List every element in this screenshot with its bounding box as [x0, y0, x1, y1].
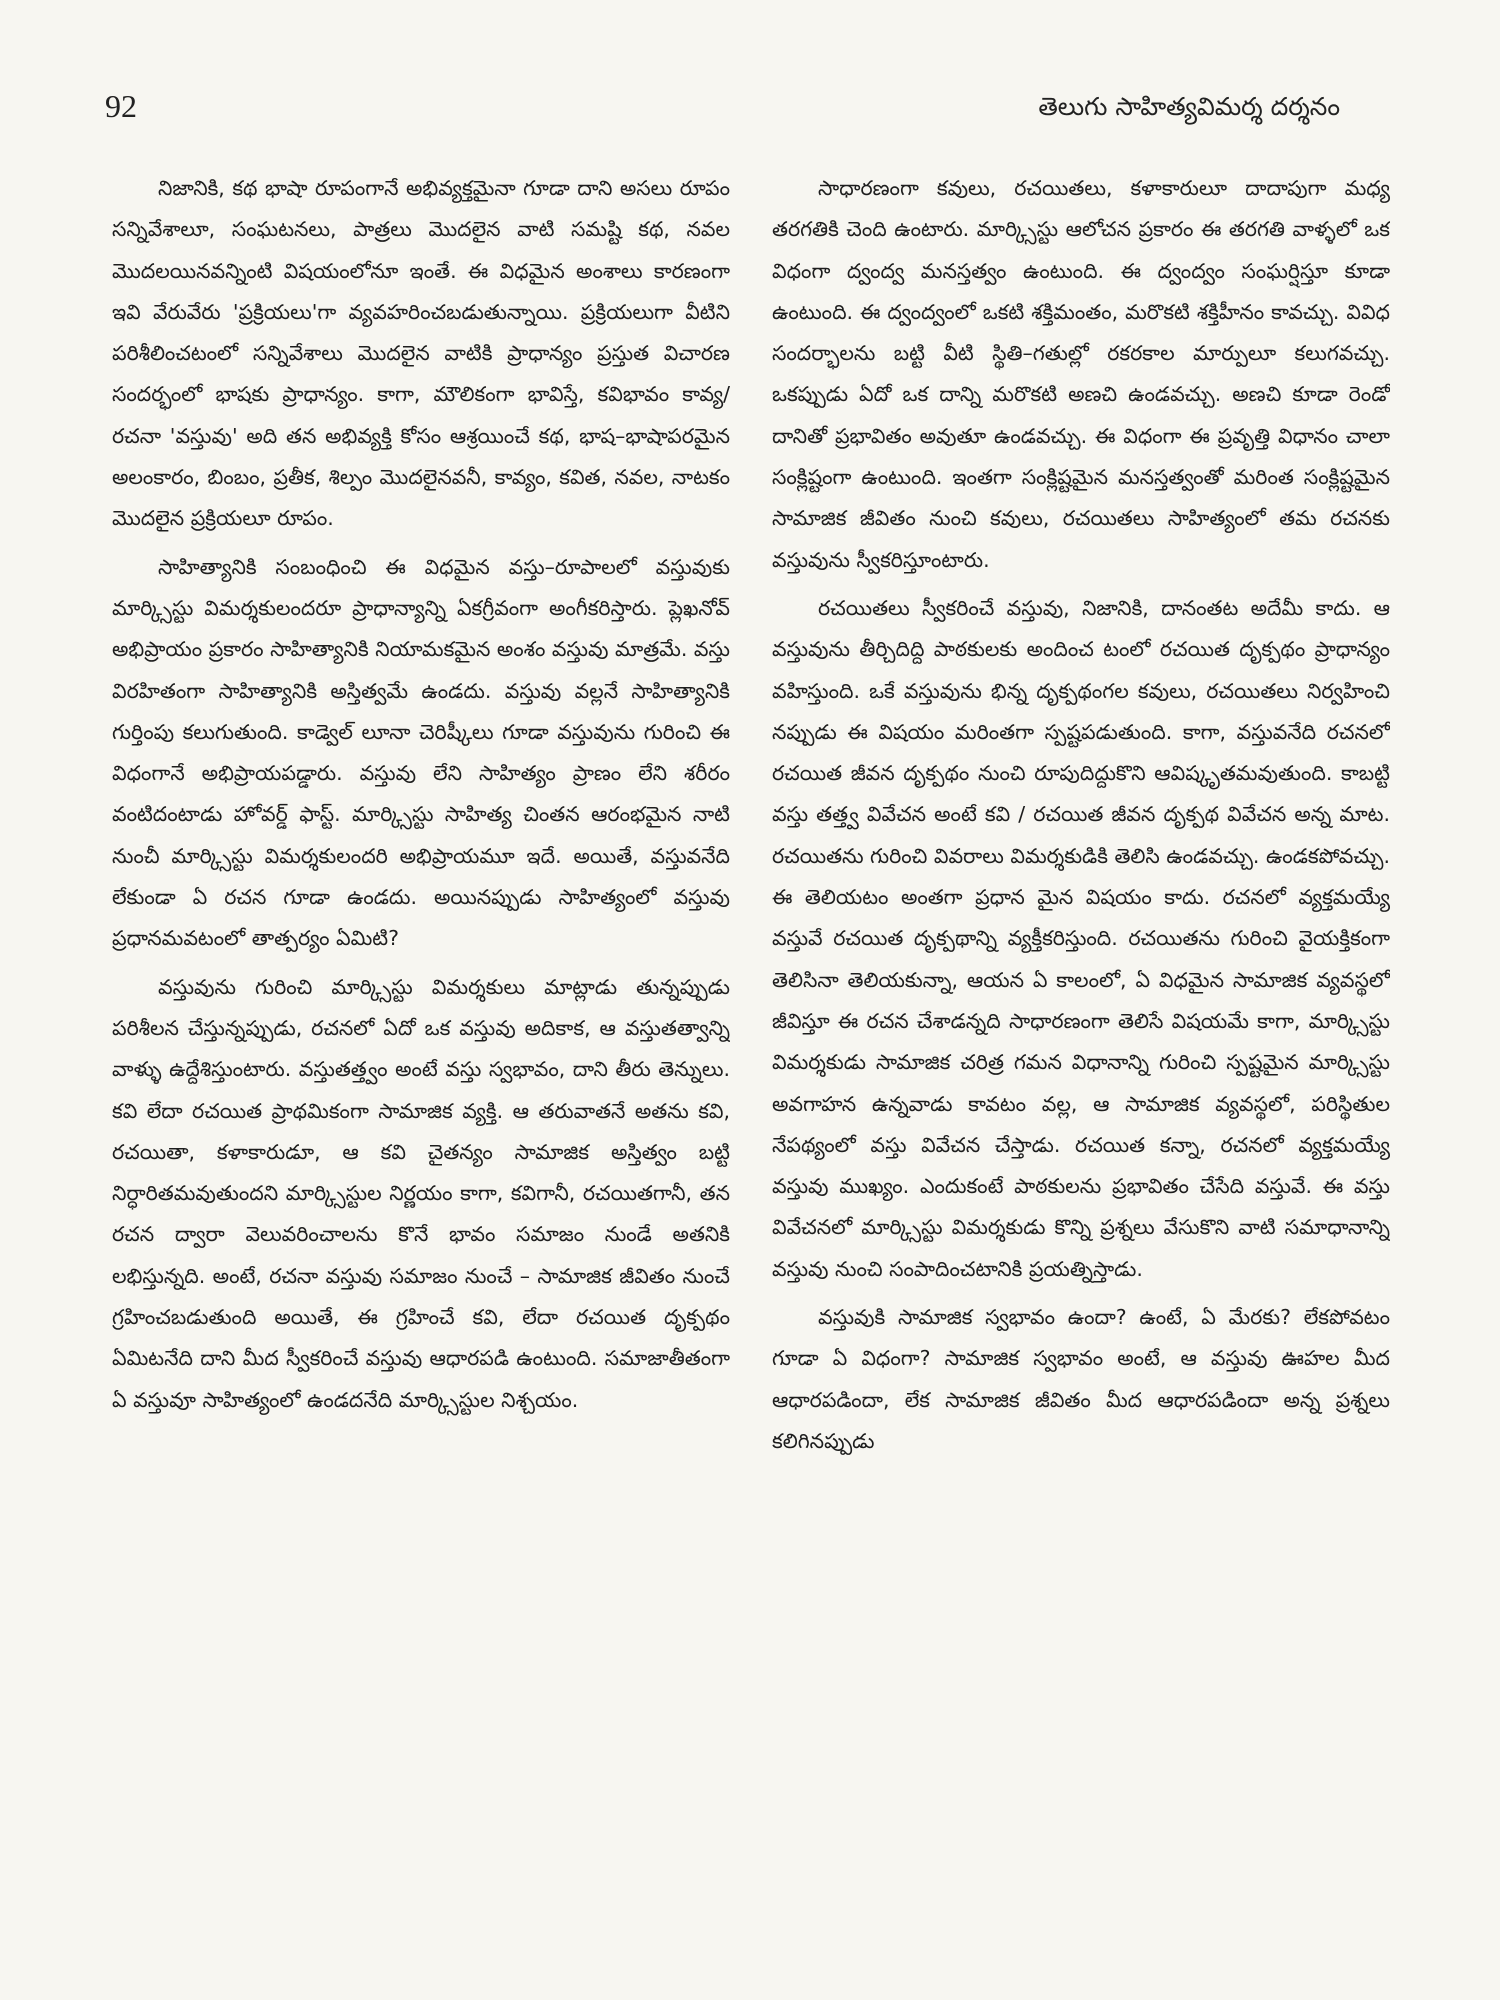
page-number: 92 [105, 88, 137, 124]
right-column [772, 168, 1390, 1968]
paragraph: సాధారణంగా కవులు, రచయితలు, కళాకారులూ దాదాపుగా మధ్య తరగతికి చెంది ఉంటారు. మార్క్సిస్టు ఆలోచన ప్రకారం ఈ తరగతి వాళ్ళలో ఒక విధంగా ద్వంద్వ మనస్తత్వం ఉంటుంది. ఈ ద్వంద్వం సంఘర్షిస్తూ కూడా ఉంటుంది. ఈ ద్వంద్వంలో ఒకటి శక్తిమంతం, మరొకటి శక్తిహీనం కావచ్చు. వివిధ సందర్భాలను బట్టి వీటి స్థితి–గతుల్లో రకరకాల మార్పులూ కలుగవచ్చు. ఒకప్పుడు ఏదో ఒక దాన్ని మరొకటి అణచి ఉండవచ్చు. అణచి కూడా రెండో దానితో ప్రభావితం అవుతూ ఉండవచ్చు. ఈ విధంగా ఈ ప్రవృత్తి విధానం చాలా సంక్లిష్టంగా ఉంటుంది. ఇంతగా సంక్లిష్టమైన మనస్తత్వంతో మరింత సంక్లిష్టమైన సామాజిక జీవితం నుంచి కవులు, రచయితలు సాహిత్యంలో తమ రచనకు వస్తువును స్వీకరిస్తూంటారు. [772, 176, 1390, 572]
left-column [112, 168, 730, 1968]
paragraph: వస్తువును గురించి మార్క్సిస్టు విమర్శకులు మాట్లాడు తున్నప్పుడు పరిశీలన చేస్తున్నప్పుడు, రచనలో ఏదో ఒక వస్తువు అదికాక, ఆ వస్తుతత్వాన్ని వాళ్ళు ఉద్దేశిస్తుంటారు. వస్తుతత్త్వం అంటే వస్తు స్వభావం, దాని తీరు తెన్నులు. కవి లేదా రచయిత ప్రాథమికంగా సామాజిక వ్యక్తి. ఆ తరువాతనే అతను కవి, రచయితా, కళాకారుడూ, ఆ కవి చైతన్యం సామాజిక అస్తిత్వం బట్టి నిర్ధారితమవుతుందని మార్క్సిస్టుల నిర్ణయం కాగా, కవిగానీ, రచయితగానీ, తన రచన ద్వారా వెలువరించాలను కొనే భావం సమాజం నుండే అతనికి లభిస్తున్నది. అంటే, రచనా వస్తువు సమాజం నుంచే – సామాజిక జీవితం నుంచే గ్రహించబడుతుంది అయితే, ఈ గ్రహించే కవి, లేదా రచయిత దృక్పథం ఏమిటనేది దాని మీద స్వీకరించే వస్తువు ఆధారపడి ఉంటుంది. సమాజాతీతంగా ఏ వస్తువూ సాహిత్యంలో ఉండదనేది మార్క్సిస్టుల నిశ్చయం. [112, 974, 730, 1412]
paragraph: రచయితలు స్వీకరించే వస్తువు, నిజానికి, దానంతట అదేమీ కాదు. ఆ వస్తువును తీర్చిదిద్ది పాఠకులకు అందించ టంలో రచయిత దృక్పథం ప్రాధాన్యం వహిస్తుంది. ఒకే వస్తువును భిన్న దృక్పథంగల కవులు, రచయితలు నిర్వహించి నప్పుడు ఈ విషయం మరింతగా స్పష్టపడుతుంది. కాగా, వస్తువనేది రచనలో రచయిత జీవన దృక్పథం నుంచి రూపుదిద్దుకొని ఆవిష్కృతమవుతుంది. కాబట్టి వస్తు తత్త్వ వివేచన అంటే కవి / రచయిత జీవన దృక్పథ వివేచన అన్న మాట. రచయితను గురించి వివరాలు విమర్శకుడికి తెలిసి ఉండవచ్చు. ఉండకపోవచ్చు. ఈ తెలియటం అంతగా ప్రధాన మైన విషయం కాదు. రచనలో వ్యక్తమయ్యే వస్తువే రచయిత దృక్పథాన్ని వ్యక్తీకరిస్తుంది. రచయితను గురించి వైయక్తికంగా తెలిసినా తెలియకున్నా, ఆయన ఏ కాలంలో, ఏ విధమైన సామాజిక వ్యవస్థలో జీవిస్తూ ఈ రచన చేశాడన్నది సాధారణంగా తెలిసే విషయమే కాగా, మార్క్సిస్టు విమర్శకుడు సామాజిక చరిత్ర గమన విధానాన్ని గురించి స్పష్టమైన మార్క్సిస్టు అవగాహన ఉన్నవాడు కావటం వల్ల, ఆ సామాజిక వ్యవస్థలో, పరిస్థితుల నేపథ్యంలో వస్తు వివేచన చేస్తాడు. రచయిత కన్నా, రచనలో వ్యక్తమయ్యే వస్తువు ముఖ్యం. ఎందుకంటే పాఠకులను ప్రభావితం చేసేది వస్తువే. ఈ వస్తు వివేచనలో మార్క్సిస్టు విమర్శకుడు కొన్ని ప్రశ్నలు వేసుకొని వాటి సమాధానాన్ని వస్తువు నుంచి సంపాదించటానికి ప్రయత్నిస్తాడు. [772, 595, 1390, 1281]
paragraph: వస్తువుకి సామాజిక స్వభావం ఉందా? ఉంటే, ఏ మేరకు? లేకపోవటం గూడా ఏ విధంగా? సామాజిక స్వభావం అంటే, ఆ వస్తువు ఊహల మీద ఆధారపడిందా, లేక సామాజిక జీవితం మీద ఆధారపడిందా అన్న ప్రశ్నలు కలిగినప్పుడు [772, 1305, 1390, 1453]
paragraph: సాహిత్యానికి సంబంధించి ఈ విధమైన వస్తు–రూపాలలో వస్తువుకు మార్క్సిస్టు విమర్శకులందరూ ప్రాధాన్యాన్ని ఏకగ్రీవంగా అంగీకరిస్తారు. ప్లెఖనోవ్ అభిప్రాయం ప్రకారం సాహిత్యానికి నియామకమైన అంశం వస్తువు మాత్రమే. వస్తు విరహితంగా సాహిత్యానికి అస్తిత్వమే ఉండదు. వస్తువు వల్లనే సాహిత్యానికి గుర్తింపు కలుగుతుంది. కాడ్వెల్ లూనా చెరిష్కీలు గూడా వస్తువును గురించి ఈ విధంగానే అభిప్రాయపడ్డారు. వస్తువు లేని సాహిత్యం ప్రాణం లేని శరీరం వంటిదంటాడు హోవర్డ్ ఫాస్ట్. మార్క్సిస్టు సాహిత్య చింతన ఆరంభమైన నాటి నుంచీ మార్క్సిస్టు విమర్శకులందరి అభిప్రాయమూ ఇదే. అయితే, వస్తువనేది లేకుండా ఏ రచన గూడా ఉండదు. అయినప్పుడు సాహిత్యంలో వస్తువు ప్రధానమవటంలో తాత్పర్యం ఏమిటి? [112, 554, 730, 951]
running-title: తెలుగు సాహిత్యవిమర్శ దర్శనం [1038, 92, 1340, 121]
paragraph: నిజానికి, కథ భాషా రూపంగానే అభివ్యక్తమైనా గూడా దాని అసలు రూపం సన్నివేశాలూ, సంఘటనలు, పాత్రలు మొదలైన వాటి సమష్టి కథ, నవల మొదలయినవన్నింటి విషయంలోనూ ఇంతే. ఈ విధమైన అంశాలు కారణంగా ఇవి వేరువేరు 'ప్రక్రియలు'గా వ్యవహరించబడుతున్నాయి. ప్రక్రియలుగా వీటిని పరిశీలించటంలో సన్నివేశాలు మొదలైన వాటికి ప్రాధాన్యం ప్రస్తుత విచారణ సందర్భంలో భాషకు ప్రాధాన్యం. కాగా, మౌలికంగా భావిస్తే, కవిభావం కావ్య/ రచనా 'వస్తువు' అది తన అభివ్యక్తి కోసం ఆశ్రయించే కథ, భాష–భాషాపరమైన అలంకారం, బింబం, ప్రతీక, శిల్పం మొదలైనవనీ, కావ్యం, కవిత, నవల, నాటకం మొదలైన ప్రక్రియలూ రూపం. [112, 176, 730, 531]
